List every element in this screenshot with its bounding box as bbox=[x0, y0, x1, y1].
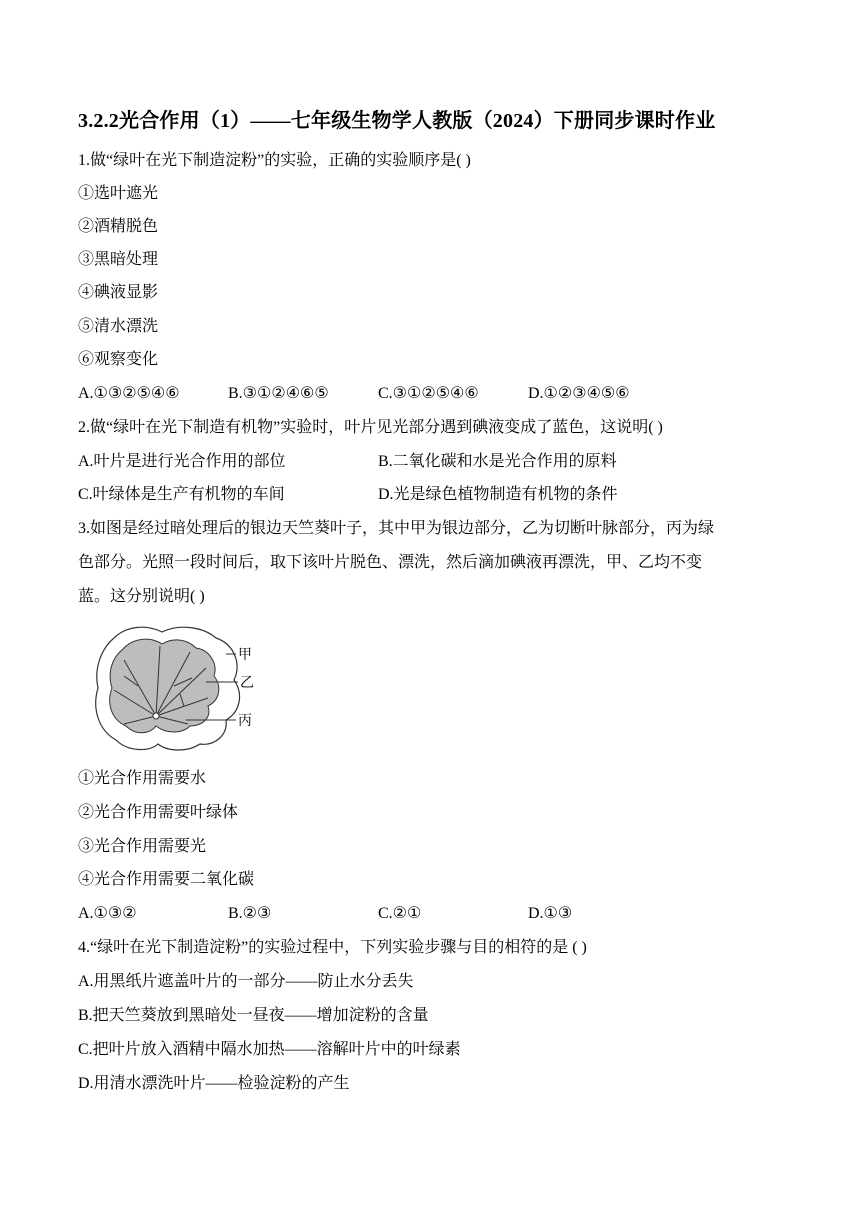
q3-statement-2: ②光合作用需要叶绿体 bbox=[78, 804, 239, 821]
q1-step-2: ②酒精脱色 bbox=[78, 218, 159, 235]
q3-option-b: B.②③ bbox=[228, 905, 272, 922]
q1-step-6: ⑥观察变化 bbox=[78, 351, 159, 368]
leaf-diagram bbox=[88, 620, 268, 755]
q4-option-b: B.把天竺葵放到黑暗处一昼夜——增加淀粉的含量 bbox=[78, 1007, 429, 1024]
q3-stem-line-2: 色部分。光照一段时间后，取下该叶片脱色、漂洗，然后滴加碘液再漂洗，甲、乙均不变 bbox=[78, 554, 703, 571]
q1-step-1: ①选叶遮光 bbox=[78, 185, 159, 202]
q1-option-a: A.①③②⑤④⑥ bbox=[78, 385, 180, 402]
q4-option-d: D.用清水漂洗叶片——检验淀粉的产生 bbox=[78, 1075, 350, 1092]
label-jia: 甲 bbox=[238, 647, 252, 663]
q1-option-b: B.③①②④⑥⑤ bbox=[228, 385, 329, 402]
q3-stem-line-3: 蓝。这分别说明( ) bbox=[78, 588, 205, 605]
q1-option-c: C.③①②⑤④⑥ bbox=[378, 385, 479, 402]
q1-step-3: ③黑暗处理 bbox=[78, 251, 159, 268]
q3-statement-4: ④光合作用需要二氧化碳 bbox=[78, 871, 255, 888]
q4-stem: 4.“绿叶在光下制造淀粉”的实验过程中，下列实验步骤与目的相符的是 ( ) bbox=[78, 939, 587, 956]
page-title: 3.2.2光合作用（1）——七年级生物学人教版（2024）下册同步课时作业 bbox=[78, 110, 716, 132]
q2-stem: 2.做“绿叶在光下制造有机物”实验时，叶片见光部分遇到碘液变成了蓝色，这说明( ) bbox=[78, 419, 663, 436]
q3-option-c: C.②① bbox=[378, 905, 422, 922]
q1-stem: 1.做“绿叶在光下制造淀粉”的实验，正确的实验顺序是( ) bbox=[78, 152, 471, 169]
q3-statement-3: ③光合作用需要光 bbox=[78, 838, 207, 855]
q2-option-b: B.二氧化碳和水是光合作用的原料 bbox=[378, 453, 617, 470]
q3-statement-1: ①光合作用需要水 bbox=[78, 770, 207, 787]
label-yi: 乙 bbox=[240, 675, 254, 691]
q1-step-4: ④碘液显影 bbox=[78, 284, 159, 301]
leaf-green-part bbox=[110, 639, 219, 733]
q1-step-5: ⑤清水漂洗 bbox=[78, 318, 159, 335]
q2-option-a: A.叶片是进行光合作用的部位 bbox=[78, 453, 286, 470]
q4-option-a: A.用黑纸片遮盖叶片的一部分——防止水分丢失 bbox=[78, 973, 414, 990]
q2-option-c: C.叶绿体是生产有机物的车间 bbox=[78, 486, 285, 503]
q1-option-d: D.①②③④⑤⑥ bbox=[528, 385, 630, 402]
q3-stem-line-1: 3.如图是经过暗处理后的银边天竺葵叶子，其中甲为银边部分，乙为切断叶脉部分，丙为绿 bbox=[78, 520, 715, 537]
label-bing: 丙 bbox=[238, 713, 252, 729]
q4-option-c: C.把叶片放入酒精中隔水加热——溶解叶片中的叶绿素 bbox=[78, 1041, 461, 1058]
q3-option-d: D.①③ bbox=[528, 905, 573, 922]
q3-option-a: A.①③② bbox=[78, 905, 137, 922]
q2-option-d: D.光是绿色植物制造有机物的条件 bbox=[378, 486, 618, 503]
